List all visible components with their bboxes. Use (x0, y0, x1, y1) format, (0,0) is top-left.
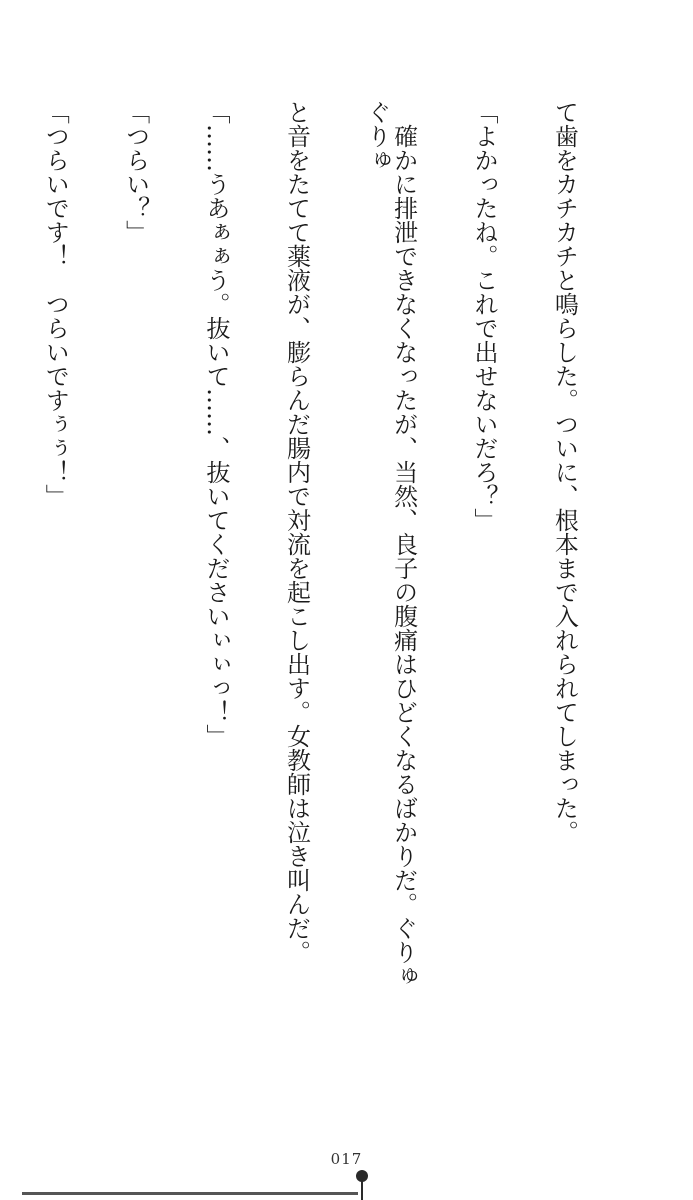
text-line-2: 「よかったね。これで出せないだろ？」 (470, 100, 499, 532)
page-number: 017 (330, 1150, 363, 1168)
bottom-rule (22, 1192, 358, 1195)
text-line-4: と音をたてて薬液が、膨らんだ腸内で対流を起こし出す。女教師は泣き叫んだ。 (282, 100, 311, 964)
text-line-3: 確かに排泄できなくなったが、当然、良子の腹痛はひどくなるばかりだ。ぐりゅぐりゅ (362, 100, 418, 988)
text-line-7: 「つらいです！ つらいですぅぅ！」 (41, 100, 70, 508)
text-line-1: て歯をカチカチと鳴らした。ついに、根本まで入れられてしまった。 (550, 100, 579, 844)
vertical-text-body (0, 100, 631, 992)
page-marker-stem (361, 1181, 363, 1200)
text-line-5: 「……うあぁぁう。抜いて……、抜いてくださいぃぃっ！」 (202, 100, 231, 748)
text-line-6: 「つらい？」 (121, 100, 150, 244)
